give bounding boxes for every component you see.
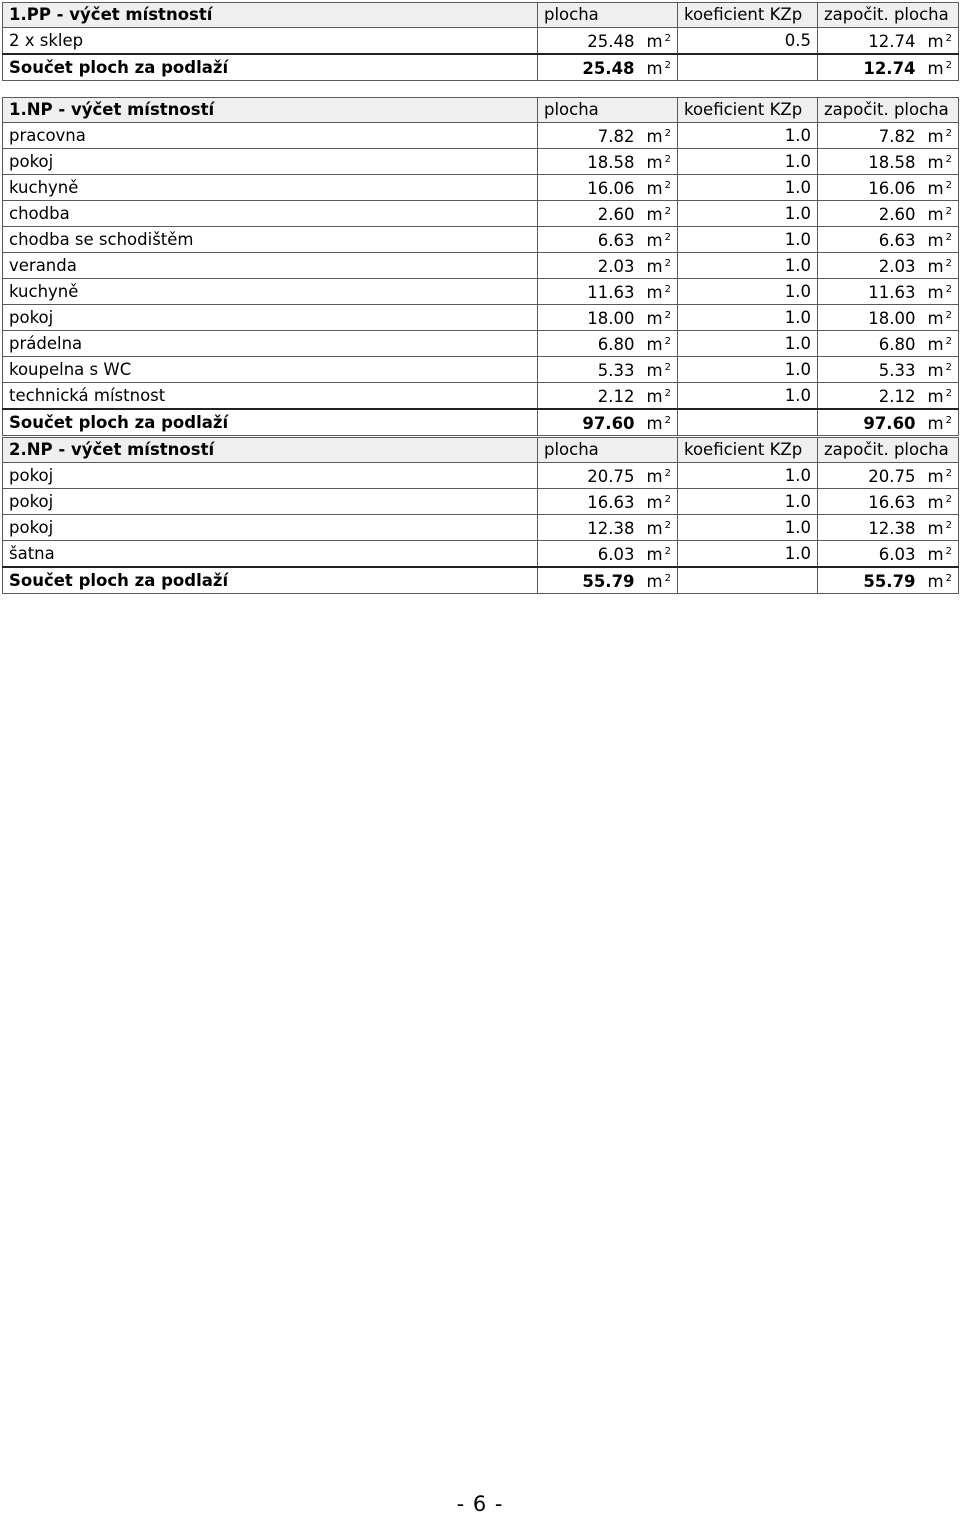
unit-label: m $^2$ [646,32,671,51]
room-name: 2 x sklep [3,28,538,55]
room-coefficient: 1.0 [678,331,818,357]
coefficient-column-header: koeficient KZp [678,438,818,463]
room-area: 7.82 m $^2$ [538,123,678,149]
room-area: 20.75 m $^2$ [538,463,678,489]
page-number: - 6 - [456,1492,504,1516]
room-effective-area: 2.03 m $^2$ [818,253,959,279]
unit-label: m $^2$ [646,231,671,250]
room-effective-area: 2.60 m $^2$ [818,201,959,227]
unit-label: m $^2$ [927,572,952,591]
unit-label: m $^2$ [927,179,952,198]
unit-label: m $^2$ [646,127,671,146]
room-name: technická místnost [3,383,538,410]
room-name: pokoj [3,489,538,515]
unit-label: m $^2$ [646,205,671,224]
room-name: pokoj [3,149,538,175]
unit-label: m $^2$ [927,387,952,406]
room-name: šatna [3,541,538,568]
unit-label: m $^2$ [646,361,671,380]
room-coefficient: 1.0 [678,123,818,149]
table-row [3,279,959,305]
floor-title: 1.PP - výčet místností [3,3,538,28]
table-row [3,149,959,175]
unit-label: m $^2$ [927,231,952,250]
room-area: 2.12 m $^2$ [538,383,678,410]
room-coefficient: 1.0 [678,541,818,568]
table-row [3,175,959,201]
sum-area: 55.79 m $^2$ [538,567,678,594]
sum-coefficient-empty [678,567,818,594]
sum-effective-area: 12.74 m $^2$ [818,54,959,81]
unit-label: m $^2$ [927,467,952,486]
table-row [3,489,959,515]
unit-label: m $^2$ [646,179,671,198]
floor-header-row [3,3,959,28]
room-area: 12.38 m $^2$ [538,515,678,541]
sum-label: Součet ploch za podlaží [3,567,538,594]
coefficient-column-header: koeficient KZp [678,98,818,123]
room-effective-area: 6.80 m $^2$ [818,331,959,357]
room-area: 5.33 m $^2$ [538,357,678,383]
room-area: 25.48 m $^2$ [538,28,678,55]
table-row [3,541,959,568]
room-effective-area: 5.33 m $^2$ [818,357,959,383]
room-coefficient: 1.0 [678,305,818,331]
floor-table-1pp [2,2,959,81]
coefficient-column-header: koeficient KZp [678,3,818,28]
room-effective-area: 16.63 m $^2$ [818,489,959,515]
room-area: 16.63 m $^2$ [538,489,678,515]
table-row [3,227,959,253]
table-row [3,305,959,331]
room-effective-area: 7.82 m $^2$ [818,123,959,149]
sum-area: 97.60 m $^2$ [538,409,678,436]
floor-sum-row [3,567,959,594]
room-area: 11.63 m $^2$ [538,279,678,305]
sum-label: Součet ploch za podlaží [3,409,538,436]
room-coefficient: 1.0 [678,175,818,201]
room-name: veranda [3,253,538,279]
unit-label: m $^2$ [927,205,952,224]
unit-label: m $^2$ [927,335,952,354]
room-coefficient: 1.0 [678,201,818,227]
unit-label: m $^2$ [646,387,671,406]
unit-label: m $^2$ [646,467,671,486]
room-area: 6.63 m $^2$ [538,227,678,253]
room-name: chodba [3,201,538,227]
room-name: pokoj [3,515,538,541]
room-coefficient: 0.5 [678,28,818,55]
room-area: 16.06 m $^2$ [538,175,678,201]
unit-label: m $^2$ [927,361,952,380]
floor-table-2np [2,437,959,594]
effective-area-column-header: započit. plocha [818,98,959,123]
area-column-header: plocha [538,3,678,28]
unit-label: m $^2$ [646,257,671,276]
floor-sum-row [3,54,959,81]
room-effective-area: 12.38 m $^2$ [818,515,959,541]
room-effective-area: 2.12 m $^2$ [818,383,959,410]
unit-label: m $^2$ [927,32,952,51]
room-area: 18.58 m $^2$ [538,149,678,175]
unit-label: m $^2$ [646,572,671,591]
room-effective-area: 16.06 m $^2$ [818,175,959,201]
floor-sum-row [3,409,959,436]
room-effective-area: 12.74 m $^2$ [818,28,959,55]
table-row [3,357,959,383]
room-coefficient: 1.0 [678,357,818,383]
table-row [3,123,959,149]
room-coefficient: 1.0 [678,253,818,279]
room-area: 2.03 m $^2$ [538,253,678,279]
floor-title: 2.NP - výčet místností [3,438,538,463]
unit-label: m $^2$ [646,335,671,354]
unit-label: m $^2$ [927,283,952,302]
unit-label: m $^2$ [927,309,952,328]
room-area: 2.60 m $^2$ [538,201,678,227]
table-row [3,201,959,227]
room-coefficient: 1.0 [678,515,818,541]
table-row [3,463,959,489]
unit-label: m $^2$ [927,493,952,512]
unit-label: m $^2$ [646,59,671,78]
room-coefficient: 1.0 [678,489,818,515]
room-name: koupelna s WC [3,357,538,383]
table-row [3,383,959,410]
sum-effective-area: 55.79 m $^2$ [818,567,959,594]
table-row [3,515,959,541]
floor-header-row [3,438,959,463]
unit-label: m $^2$ [927,59,952,78]
room-effective-area: 11.63 m $^2$ [818,279,959,305]
unit-label: m $^2$ [646,545,671,564]
room-name: pokoj [3,305,538,331]
room-area: 6.03 m $^2$ [538,541,678,568]
floor-title: 1.NP - výčet místností [3,98,538,123]
room-coefficient: 1.0 [678,227,818,253]
room-coefficient: 1.0 [678,149,818,175]
room-effective-area: 18.00 m $^2$ [818,305,959,331]
table-row [3,28,959,55]
room-name: chodba se schodištěm [3,227,538,253]
room-name: pokoj [3,463,538,489]
room-coefficient: 1.0 [678,383,818,410]
room-name: pracovna [3,123,538,149]
room-effective-area: 18.58 m $^2$ [818,149,959,175]
unit-label: m $^2$ [927,127,952,146]
unit-label: m $^2$ [646,283,671,302]
room-effective-area: 6.63 m $^2$ [818,227,959,253]
unit-label: m $^2$ [927,414,952,433]
room-coefficient: 1.0 [678,463,818,489]
room-effective-area: 20.75 m $^2$ [818,463,959,489]
room-name: kuchyně [3,279,538,305]
unit-label: m $^2$ [927,153,952,172]
unit-label: m $^2$ [927,519,952,538]
room-coefficient: 1.0 [678,279,818,305]
floor-header-row [3,98,959,123]
room-name: prádelna [3,331,538,357]
room-area: 6.80 m $^2$ [538,331,678,357]
effective-area-column-header: započit. plocha [818,438,959,463]
room-name: kuchyně [3,175,538,201]
table-row [3,331,959,357]
area-column-header: plocha [538,98,678,123]
unit-label: m $^2$ [646,309,671,328]
sum-area: 25.48 m $^2$ [538,54,678,81]
unit-label: m $^2$ [646,414,671,433]
area-column-header: plocha [538,438,678,463]
sum-effective-area: 97.60 m $^2$ [818,409,959,436]
unit-label: m $^2$ [646,493,671,512]
unit-label: m $^2$ [927,545,952,564]
unit-label: m $^2$ [646,153,671,172]
sum-coefficient-empty [678,409,818,436]
sum-coefficient-empty [678,54,818,81]
sum-label: Součet ploch za podlaží [3,54,538,81]
room-area: 18.00 m $^2$ [538,305,678,331]
unit-label: m $^2$ [646,519,671,538]
effective-area-column-header: započit. plocha [818,3,959,28]
table-row [3,253,959,279]
floor-table-1np [2,97,959,436]
room-effective-area: 6.03 m $^2$ [818,541,959,568]
unit-label: m $^2$ [927,257,952,276]
